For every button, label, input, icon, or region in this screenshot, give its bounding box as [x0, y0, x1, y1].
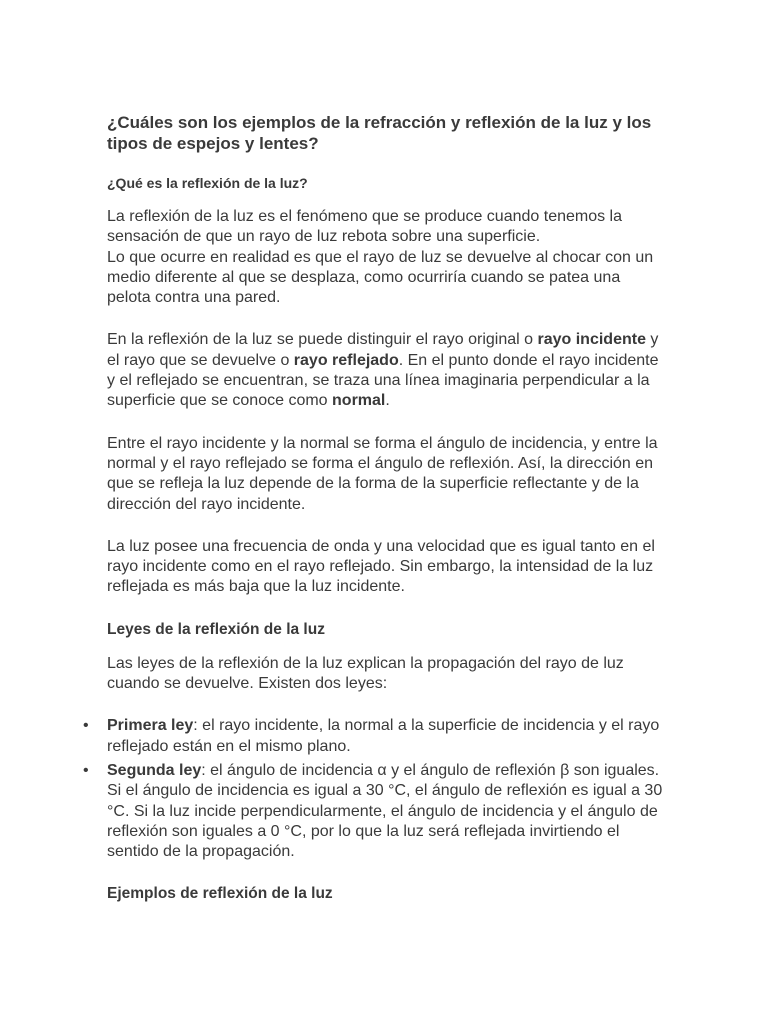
section-heading-leyes: Leyes de la reflexión de la luz: [107, 620, 325, 638]
paragraph-3: Entre el rayo incidente y la normal se forma el ángulo de incidencia, y entre la normal y el rayo reflejado se forma el ángulo de reflexión. Así, la dirección en que se refleja la luz depende de la forma de la superficie reflectante y de la dirección del rayo incidente.: [107, 434, 658, 513]
list-item: [83, 716, 667, 757]
paragraph-1-line-b: Lo que ocurre en realidad es que el rayo de luz se devuelve al chocar con un medio diferente al que se desplaza, como ocurriría cuando se patea una pelota contra una pared.: [107, 248, 654, 307]
paragraph-2-text-e: . En el punto donde el rayo incidente y el reflejado se encuentran, se traza una línea imaginaria perpendicular a la superficie que se conoce como: [107, 351, 659, 410]
section-heading-ejemplos: Ejemplos de reflexión de la luz: [107, 885, 333, 903]
paragraph-2-text-g: .: [385, 392, 390, 410]
paragraph-5: Las leyes de la reflexión de la luz explican la propagación del rayo de luz cuando se devuelve. Existen dos leyes:: [107, 654, 624, 693]
document-page: [83, 112, 667, 904]
law-text: : el rayo incidente, la normal a la superficie de incidencia y el rayo reflejado están en el mismo plano.: [107, 717, 660, 755]
term-rayo-incidente: rayo incidente: [537, 331, 646, 349]
law-text: : el ángulo de incidencia α y el ángulo de reflexión β son iguales. Si el ángulo de incidencia es igual a 30 °C, el ángulo de reflexión es igual a 30 °C. Si la luz incide perpendicularmente, el ángulo de incidencia y el ángulo de reflexión son iguales a 0 °C, por lo que la luz será reflejada invirtiendo el sentido de la propagación.: [107, 761, 663, 861]
paragraph-4: La luz posee una frecuencia de onda y una velocidad que es igual tanto en el rayo incidente como en el rayo reflejado. Sin embargo, la intensidad de la luz reflejada es más baja que la luz incidente.: [107, 537, 655, 596]
paragraph-2-text-c: y el rayo que se devuelve o: [107, 331, 659, 369]
term-rayo-reflejado: rayo reflejado: [293, 351, 399, 369]
paragraph-2-text-a: En la reflexión de la luz se puede distinguir el rayo original o: [107, 331, 538, 349]
paragraph-1: [107, 207, 667, 308]
paragraph-2: [107, 330, 667, 411]
section-heading-reflexion: ¿Qué es la reflexión de la luz?: [107, 175, 308, 191]
bullet-icon: •: [83, 761, 89, 779]
paragraph-1-line-a: La reflexión de la luz es el fenómeno que se produce cuando tenemos la sensación de que un rayo de luz rebota sobre una superficie.: [107, 208, 623, 246]
law-term: Primera ley: [107, 717, 194, 735]
term-normal: normal: [332, 392, 386, 410]
article-title: ¿Cuáles son los ejemplos de la refracción y reflexión de la luz y los tipos de espejos y lentes?: [107, 113, 652, 153]
laws-list: [83, 716, 667, 862]
list-item: [83, 761, 667, 862]
bullet-icon: •: [83, 717, 89, 735]
law-term: Segunda ley: [107, 761, 202, 779]
